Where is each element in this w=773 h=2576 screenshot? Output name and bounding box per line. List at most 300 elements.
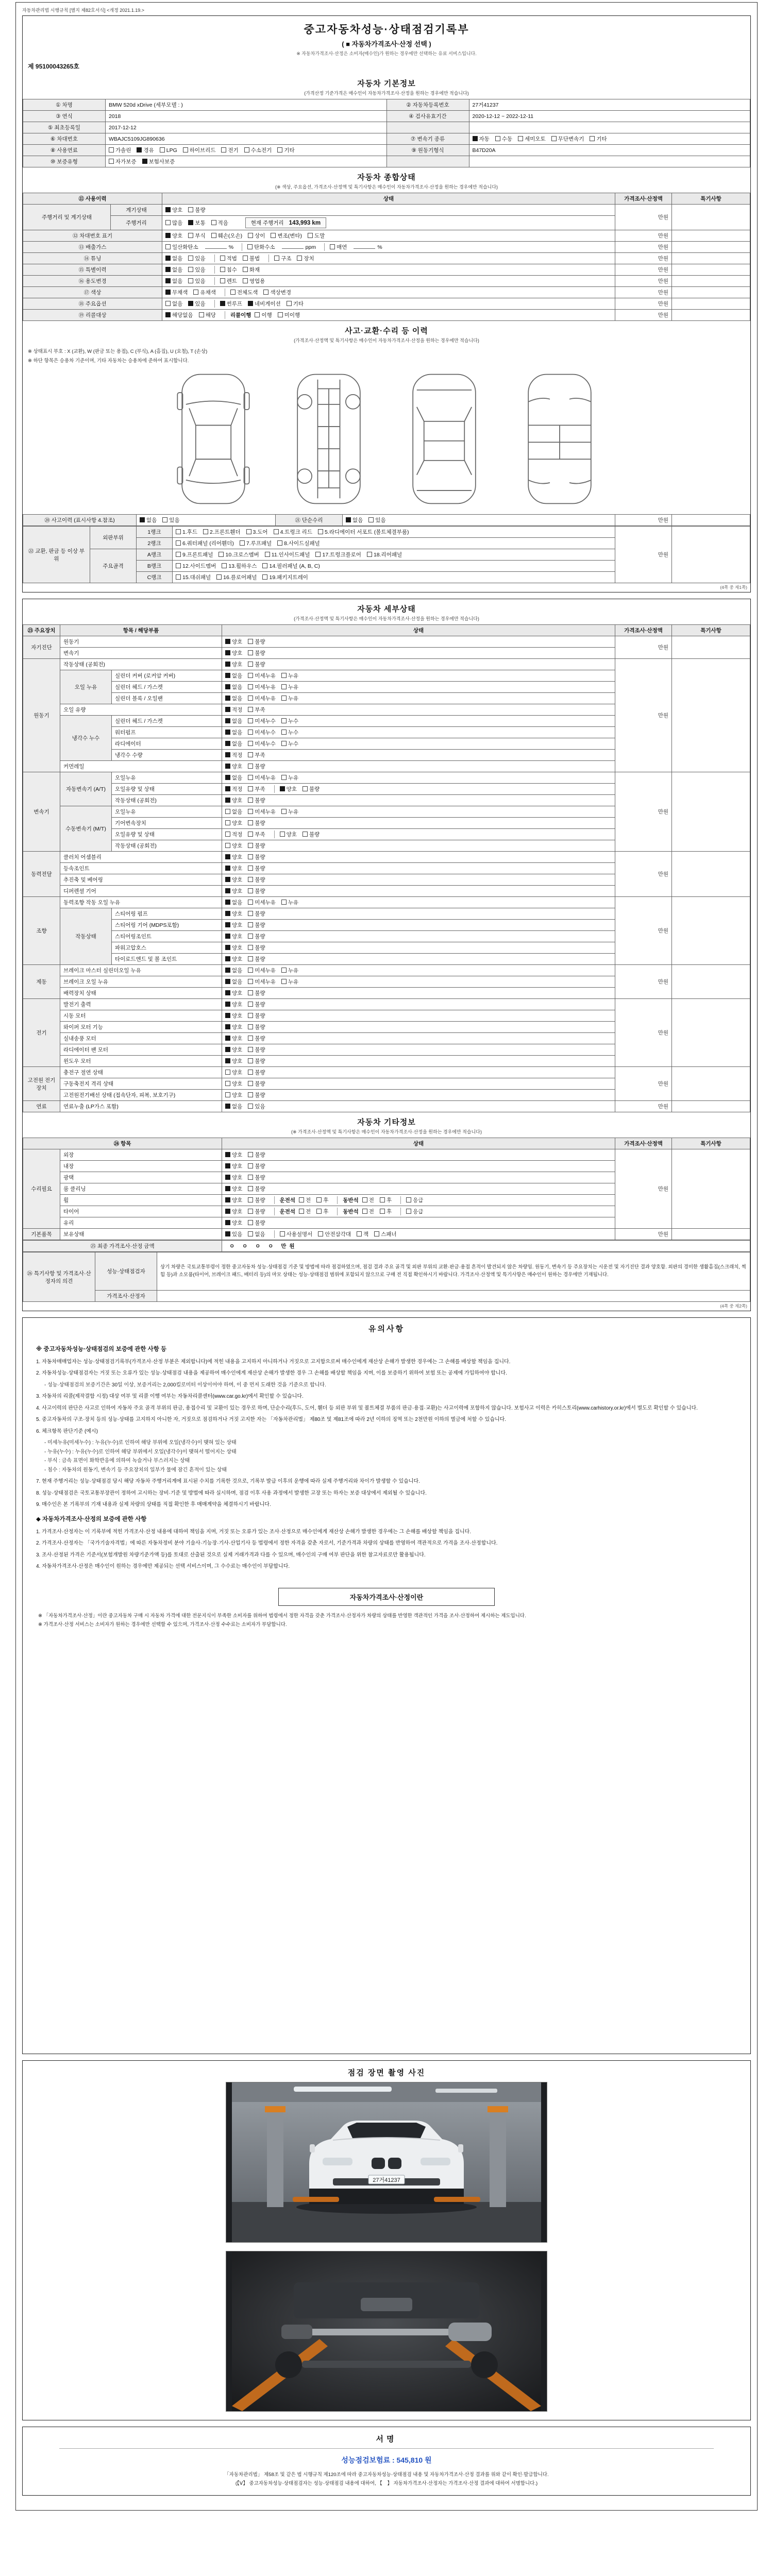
checkbox-icon[interactable]	[248, 786, 253, 791]
cb-option[interactable]: 미세누유	[248, 672, 276, 680]
cb-option[interactable]: 불량	[248, 1162, 265, 1170]
cb-option[interactable]: 13.휠하우스	[222, 562, 257, 570]
checkbox-icon[interactable]	[248, 752, 253, 757]
cb-option[interactable]: 후	[380, 1196, 392, 1204]
checkbox-icon[interactable]	[225, 1231, 230, 1236]
cb-option[interactable]: 없음	[225, 1103, 242, 1110]
checkbox-icon[interactable]	[262, 563, 267, 568]
checkbox-icon[interactable]	[248, 233, 253, 238]
checkbox-icon[interactable]	[248, 775, 253, 780]
checkbox-icon[interactable]	[225, 1092, 230, 1097]
cb-option[interactable]: 없음	[165, 255, 182, 262]
cb-option[interactable]: 미세누수	[248, 717, 276, 725]
cb-option[interactable]: 후	[380, 1208, 392, 1215]
checkbox-icon[interactable]	[243, 278, 248, 283]
checkbox-icon[interactable]	[225, 934, 230, 939]
checkbox-icon[interactable]	[225, 1070, 230, 1075]
checkbox-icon[interactable]	[222, 563, 227, 568]
cb-option[interactable]: 보통	[188, 219, 205, 227]
checkbox-icon[interactable]	[225, 718, 230, 723]
checkbox-icon[interactable]	[183, 147, 188, 152]
cb-option[interactable]: LPG	[160, 147, 177, 154]
cb-option[interactable]: 네비게이션	[248, 300, 281, 308]
checkbox-icon[interactable]	[248, 673, 253, 678]
cb-option[interactable]: 없음	[225, 899, 242, 906]
checkbox-icon[interactable]	[262, 574, 267, 580]
cb-option[interactable]: 불량	[248, 887, 265, 895]
cb-option[interactable]: 전	[362, 1208, 374, 1215]
checkbox-icon[interactable]	[281, 900, 287, 905]
cb-option[interactable]: 미세누유	[248, 808, 276, 816]
cb-option[interactable]: 렌트	[220, 277, 237, 285]
checkbox-icon[interactable]	[244, 147, 249, 152]
cb-option[interactable]: 2.프론트휀더	[203, 528, 240, 536]
cb-option[interactable]: 누유	[281, 978, 298, 986]
checkbox-icon[interactable]	[248, 1104, 253, 1109]
checkbox-icon[interactable]	[518, 136, 523, 141]
checkbox-icon[interactable]	[281, 696, 287, 701]
checkbox-icon[interactable]	[248, 1209, 253, 1214]
checkbox-icon[interactable]	[165, 220, 171, 225]
checkbox-icon[interactable]	[277, 147, 282, 152]
cb-option[interactable]: 불량	[248, 1080, 265, 1088]
cb-option[interactable]: 자동	[473, 135, 490, 143]
cb-option[interactable]: 15.대쉬패널	[176, 573, 211, 581]
checkbox-icon[interactable]	[248, 707, 253, 712]
checkbox-icon[interactable]	[374, 1231, 379, 1236]
checkbox-icon[interactable]	[188, 301, 193, 306]
cb-option[interactable]: 11.인사이드패널	[265, 551, 310, 558]
checkbox-icon[interactable]	[367, 552, 372, 557]
checkbox-icon[interactable]	[318, 529, 323, 534]
checkbox-icon[interactable]	[176, 529, 181, 534]
checkbox-icon[interactable]	[248, 684, 253, 689]
checkbox-icon[interactable]	[165, 278, 171, 283]
cb-option[interactable]: 스패너	[374, 1230, 396, 1238]
cb-option[interactable]: 양호	[280, 831, 297, 838]
checkbox-icon[interactable]	[248, 798, 253, 803]
cb-option[interactable]: 양호	[225, 1208, 242, 1215]
cb-option[interactable]: 불량	[248, 796, 265, 804]
cb-option[interactable]: 부식	[188, 232, 205, 240]
checkbox-icon[interactable]	[243, 267, 248, 272]
cb-option[interactable]: 없음	[140, 516, 157, 524]
checkbox-icon[interactable]	[248, 843, 253, 848]
cb-option[interactable]: 적정	[225, 706, 242, 714]
cb-option[interactable]: 수동	[495, 135, 512, 143]
checkbox-icon[interactable]	[248, 877, 253, 882]
checkbox-icon[interactable]	[225, 775, 230, 780]
checkbox-icon[interactable]	[248, 1013, 253, 1018]
checkbox-icon[interactable]	[281, 673, 287, 678]
cb-option[interactable]: 없음	[225, 694, 242, 702]
cb-option[interactable]: 후	[316, 1196, 328, 1204]
cb-option[interactable]: 양호	[225, 1185, 242, 1193]
checkbox-icon[interactable]	[248, 809, 253, 814]
cb-option[interactable]: 사용설명서	[280, 1230, 313, 1238]
cb-option[interactable]: 있음	[188, 277, 205, 285]
checkbox-icon[interactable]	[248, 1220, 253, 1225]
cb-option[interactable]: 누수	[281, 717, 298, 725]
checkbox-icon[interactable]	[330, 244, 335, 249]
checkbox-icon[interactable]	[199, 312, 204, 317]
checkbox-icon[interactable]	[176, 540, 181, 546]
cb-option[interactable]: 양호	[165, 206, 182, 214]
checkbox-icon[interactable]	[281, 809, 287, 814]
cb-option[interactable]: 양호	[225, 887, 242, 895]
cb-option[interactable]: 일산화탄소	[165, 243, 198, 251]
checkbox-icon[interactable]	[247, 244, 253, 249]
checkbox-icon[interactable]	[248, 968, 253, 973]
cb-option[interactable]: 불량	[248, 865, 265, 872]
checkbox-icon[interactable]	[225, 877, 230, 882]
cb-option[interactable]: 불량	[248, 1069, 265, 1076]
cb-option[interactable]: 양호	[225, 796, 242, 804]
checkbox-icon[interactable]	[220, 256, 225, 261]
cb-option[interactable]: 양호	[225, 1035, 242, 1042]
cb-option[interactable]: 기타	[590, 135, 607, 143]
cb-option[interactable]: 있음	[188, 255, 205, 262]
checkbox-icon[interactable]	[248, 866, 253, 871]
cb-option[interactable]: 19.패키지트레이	[262, 573, 308, 581]
checkbox-icon[interactable]	[225, 662, 230, 667]
checkbox-icon[interactable]	[225, 1197, 230, 1202]
checkbox-icon[interactable]	[225, 866, 230, 871]
cb-option[interactable]: 9.프론트패널	[176, 551, 213, 558]
cb-option[interactable]: 불량	[248, 1046, 265, 1054]
checkbox-icon[interactable]	[109, 147, 114, 152]
cb-option[interactable]: 불량	[248, 1219, 265, 1227]
cb-option[interactable]: 자가보증	[109, 158, 137, 165]
checkbox-icon[interactable]	[225, 730, 230, 735]
checkbox-icon[interactable]	[220, 278, 225, 283]
checkbox-icon[interactable]	[243, 256, 248, 261]
cb-option[interactable]: 있음	[225, 1230, 242, 1238]
cb-option[interactable]: 미세누수	[248, 740, 276, 748]
checkbox-icon[interactable]	[225, 1152, 230, 1157]
cb-option[interactable]: 양호	[225, 1151, 242, 1159]
checkbox-icon[interactable]	[281, 775, 287, 780]
checkbox-icon[interactable]	[248, 1081, 253, 1086]
checkbox-icon[interactable]	[225, 650, 230, 655]
checkbox-icon[interactable]	[225, 696, 230, 701]
checkbox-icon[interactable]	[315, 552, 321, 557]
checkbox-icon[interactable]	[225, 945, 230, 950]
cb-option[interactable]: 양호	[225, 1012, 242, 1020]
cb-option[interactable]: 없음	[225, 717, 242, 725]
cb-option[interactable]: 양호	[225, 762, 242, 770]
checkbox-icon[interactable]	[297, 256, 302, 261]
checkbox-icon[interactable]	[165, 233, 171, 238]
checkbox-icon[interactable]	[225, 786, 230, 791]
cb-option[interactable]: 양호	[225, 989, 242, 997]
checkbox-icon[interactable]	[299, 1197, 304, 1202]
cb-option[interactable]: 불량	[248, 944, 265, 952]
checkbox-icon[interactable]	[220, 301, 225, 306]
checkbox-icon[interactable]	[225, 1220, 230, 1225]
checkbox-icon[interactable]	[225, 1047, 230, 1052]
checkbox-icon[interactable]	[248, 650, 253, 655]
cb-option[interactable]: 6.쿼터패널 (리어휀더)	[176, 539, 234, 547]
cb-option[interactable]: 누유	[281, 683, 298, 691]
checkbox-icon[interactable]	[142, 159, 147, 164]
cb-option[interactable]: 적정	[225, 785, 242, 793]
checkbox-icon[interactable]	[219, 552, 224, 557]
checkbox-icon[interactable]	[274, 529, 279, 534]
cb-option[interactable]: 이행	[255, 311, 272, 319]
checkbox-icon[interactable]	[216, 574, 222, 580]
checkbox-icon[interactable]	[287, 301, 292, 306]
cb-option[interactable]: 적법	[220, 255, 237, 262]
cb-option[interactable]: 양호	[225, 1196, 242, 1204]
cb-option[interactable]: 누유	[281, 672, 298, 680]
checkbox-icon[interactable]	[193, 290, 198, 295]
checkbox-icon[interactable]	[265, 552, 270, 557]
checkbox-icon[interactable]	[248, 1002, 253, 1007]
checkbox-icon[interactable]	[380, 1197, 385, 1202]
checkbox-icon[interactable]	[280, 832, 285, 837]
checkbox-icon[interactable]	[165, 267, 171, 272]
checkbox-icon[interactable]	[225, 888, 230, 893]
checkbox-icon[interactable]	[188, 256, 193, 261]
cb-option[interactable]: 상이	[248, 232, 265, 240]
checkbox-icon[interactable]	[176, 552, 181, 557]
checkbox-icon[interactable]	[248, 764, 253, 769]
checkbox-icon[interactable]	[248, 1058, 253, 1063]
checkbox-icon[interactable]	[220, 267, 225, 272]
cb-option[interactable]: 양호	[225, 1091, 242, 1099]
checkbox-icon[interactable]	[248, 1047, 253, 1052]
cb-option[interactable]: 양호	[225, 1023, 242, 1031]
cb-option[interactable]: 없음	[165, 277, 182, 285]
cb-option[interactable]: 불량	[248, 876, 265, 884]
cb-option[interactable]: 해당없음	[165, 311, 193, 319]
checkbox-icon[interactable]	[303, 786, 308, 791]
cb-option[interactable]: 17.트렁크플로어	[315, 551, 361, 558]
checkbox-icon[interactable]	[248, 1024, 253, 1029]
checkbox-icon[interactable]	[225, 1186, 230, 1191]
checkbox-icon[interactable]	[188, 220, 193, 225]
cb-option[interactable]: 없음	[225, 672, 242, 680]
checkbox-icon[interactable]	[225, 639, 230, 644]
cb-option[interactable]: 있음	[188, 300, 205, 308]
checkbox-icon[interactable]	[176, 563, 181, 568]
cb-option[interactable]: 4.트렁크 리드	[274, 528, 312, 536]
cb-option[interactable]: 누유	[281, 694, 298, 702]
cb-option[interactable]: 불량	[248, 989, 265, 997]
checkbox-icon[interactable]	[211, 220, 216, 225]
checkbox-icon[interactable]	[380, 1209, 385, 1214]
cb-option[interactable]: 불량	[248, 842, 265, 850]
cb-option[interactable]: 양호	[225, 660, 242, 668]
checkbox-icon[interactable]	[346, 517, 351, 522]
checkbox-icon[interactable]	[362, 1209, 367, 1214]
cb-option[interactable]: 없음	[225, 774, 242, 782]
checkbox-icon[interactable]	[248, 718, 253, 723]
cb-option[interactable]: 7.루프패널	[240, 539, 272, 547]
cb-option[interactable]: 양호	[225, 638, 242, 646]
checkbox-icon[interactable]	[248, 301, 253, 306]
cb-option[interactable]: 양호	[225, 1057, 242, 1065]
checkbox-icon[interactable]	[248, 945, 253, 950]
cb-option[interactable]: 없음	[225, 978, 242, 986]
checkbox-icon[interactable]	[274, 256, 279, 261]
cb-option[interactable]: 양호	[225, 1046, 242, 1054]
cb-option[interactable]: 가솔린	[109, 146, 131, 154]
cb-option[interactable]: 전체도색	[230, 289, 258, 296]
checkbox-icon[interactable]	[248, 911, 253, 916]
cb-option[interactable]: 탄화수소	[247, 243, 275, 251]
cb-option[interactable]: 불량	[248, 638, 265, 646]
cb-option[interactable]: 전	[299, 1208, 311, 1215]
cb-option[interactable]: 누유	[281, 899, 298, 906]
cb-option[interactable]: 해당	[199, 311, 216, 319]
checkbox-icon[interactable]	[225, 968, 230, 973]
cb-option[interactable]: 도말	[308, 232, 325, 240]
checkbox-icon[interactable]	[225, 1104, 230, 1109]
cb-option[interactable]: 응급	[406, 1196, 423, 1204]
checkbox-icon[interactable]	[280, 786, 285, 791]
cb-option[interactable]: 안전삼각대	[318, 1230, 351, 1238]
cb-option[interactable]: 불량	[248, 921, 265, 929]
cb-option[interactable]: 없음	[165, 300, 182, 308]
cb-option[interactable]: 없음	[225, 728, 242, 736]
cb-option[interactable]: 양호	[280, 785, 297, 793]
checkbox-icon[interactable]	[165, 312, 171, 317]
cb-option[interactable]: 12.사이드멤버	[176, 562, 216, 570]
cb-option[interactable]: 적정	[225, 831, 242, 838]
cb-option[interactable]: 불량	[248, 819, 265, 827]
checkbox-icon[interactable]	[318, 1231, 323, 1236]
cb-option[interactable]: 있음	[162, 516, 179, 524]
cb-option[interactable]: 불량	[248, 1057, 265, 1065]
cb-option[interactable]: 영업용	[243, 277, 265, 285]
checkbox-icon[interactable]	[246, 529, 251, 534]
checkbox-icon[interactable]	[225, 1002, 230, 1007]
checkbox-icon[interactable]	[248, 1197, 253, 1202]
checkbox-icon[interactable]	[281, 718, 287, 723]
checkbox-icon[interactable]	[248, 922, 253, 927]
checkbox-icon[interactable]	[248, 1163, 253, 1168]
cb-option[interactable]: 양호	[225, 955, 242, 963]
cb-option[interactable]: 10.크로스멤버	[219, 551, 259, 558]
cb-option[interactable]: 불량	[248, 933, 265, 940]
cb-option[interactable]: 18.리어패널	[367, 551, 402, 558]
checkbox-icon[interactable]	[248, 741, 253, 746]
cb-option[interactable]: 양호	[225, 876, 242, 884]
checkbox-icon[interactable]	[248, 1186, 253, 1191]
checkbox-icon[interactable]	[225, 1024, 230, 1029]
cb-option[interactable]: 있음	[188, 266, 205, 274]
cb-option[interactable]: 유채색	[193, 289, 215, 296]
checkbox-icon[interactable]	[225, 820, 230, 825]
cb-option[interactable]: 양호	[225, 933, 242, 940]
checkbox-icon[interactable]	[248, 820, 253, 825]
checkbox-icon[interactable]	[248, 696, 253, 701]
cb-option[interactable]: 세미오토	[518, 135, 546, 143]
checkbox-icon[interactable]	[248, 1175, 253, 1180]
checkbox-icon[interactable]	[248, 900, 253, 905]
cb-option[interactable]: 불량	[248, 1174, 265, 1181]
checkbox-icon[interactable]	[308, 233, 313, 238]
cb-option[interactable]: 불량	[248, 853, 265, 861]
cb-option[interactable]: 미세누유	[248, 694, 276, 702]
cb-option[interactable]: 16.플로어패널	[216, 573, 257, 581]
cb-option[interactable]: 훼손(오손)	[211, 232, 243, 240]
checkbox-icon[interactable]	[281, 741, 287, 746]
cb-option[interactable]: 불량	[248, 1196, 265, 1204]
cb-option[interactable]: 5.라디에이터 서포트 (볼트체결부품)	[318, 528, 409, 536]
checkbox-icon[interactable]	[137, 147, 142, 152]
cb-option[interactable]: 수소전기	[244, 146, 272, 154]
checkbox-icon[interactable]	[277, 540, 282, 546]
checkbox-icon[interactable]	[225, 990, 230, 995]
cb-option[interactable]: 미세누유	[248, 683, 276, 691]
checkbox-icon[interactable]	[248, 934, 253, 939]
cb-option[interactable]: 양호	[225, 910, 242, 918]
cb-option[interactable]: 누유	[281, 774, 298, 782]
checkbox-icon[interactable]	[281, 684, 287, 689]
cb-option[interactable]: 양호	[225, 649, 242, 657]
checkbox-icon[interactable]	[165, 301, 171, 306]
checkbox-icon[interactable]	[225, 1036, 230, 1041]
cb-option[interactable]: 없음	[225, 683, 242, 691]
cb-option[interactable]: 불량	[248, 1012, 265, 1020]
checkbox-icon[interactable]	[188, 207, 193, 212]
cb-option[interactable]: 불량	[303, 831, 320, 838]
cb-option[interactable]: 부족	[248, 706, 265, 714]
cb-option[interactable]: 무채색	[165, 289, 188, 296]
checkbox-icon[interactable]	[225, 900, 230, 905]
checkbox-icon[interactable]	[281, 968, 287, 973]
checkbox-icon[interactable]	[303, 832, 308, 837]
cb-option[interactable]: 불량	[248, 1208, 265, 1215]
cb-option[interactable]: 미세누유	[248, 774, 276, 782]
cb-option[interactable]: 불량	[248, 1035, 265, 1042]
cb-option[interactable]: 전	[362, 1196, 374, 1204]
checkbox-icon[interactable]	[248, 1070, 253, 1075]
checkbox-icon[interactable]	[165, 256, 171, 261]
checkbox-icon[interactable]	[225, 798, 230, 803]
cb-option[interactable]: 1.후드	[176, 528, 197, 536]
checkbox-icon[interactable]	[357, 1231, 362, 1236]
checkbox-icon[interactable]	[248, 730, 253, 735]
checkbox-icon[interactable]	[255, 312, 260, 317]
checkbox-icon[interactable]	[248, 1036, 253, 1041]
checkbox-icon[interactable]	[225, 1209, 230, 1214]
cb-option[interactable]: 불량	[248, 1091, 265, 1099]
cb-option[interactable]: 불법	[243, 255, 260, 262]
checkbox-icon[interactable]	[225, 843, 230, 848]
cb-option[interactable]: 응급	[406, 1208, 423, 1215]
cb-option[interactable]: 누수	[281, 740, 298, 748]
checkbox-icon[interactable]	[165, 290, 171, 295]
cb-option[interactable]: 기타	[287, 300, 304, 308]
checkbox-icon[interactable]	[495, 136, 500, 141]
checkbox-icon[interactable]	[140, 517, 145, 522]
cb-option[interactable]: 경유	[137, 146, 154, 154]
cb-option[interactable]: 불량	[188, 206, 205, 214]
checkbox-icon[interactable]	[225, 1175, 230, 1180]
cb-option[interactable]: 누유	[281, 808, 298, 816]
cb-option[interactable]: 구조	[274, 255, 291, 262]
checkbox-icon[interactable]	[248, 979, 253, 984]
cb-option[interactable]: 기타	[277, 146, 294, 154]
checkbox-icon[interactable]	[225, 854, 230, 859]
cb-option[interactable]: 양호	[225, 1001, 242, 1008]
checkbox-icon[interactable]	[225, 809, 230, 814]
checkbox-icon[interactable]	[248, 639, 253, 644]
